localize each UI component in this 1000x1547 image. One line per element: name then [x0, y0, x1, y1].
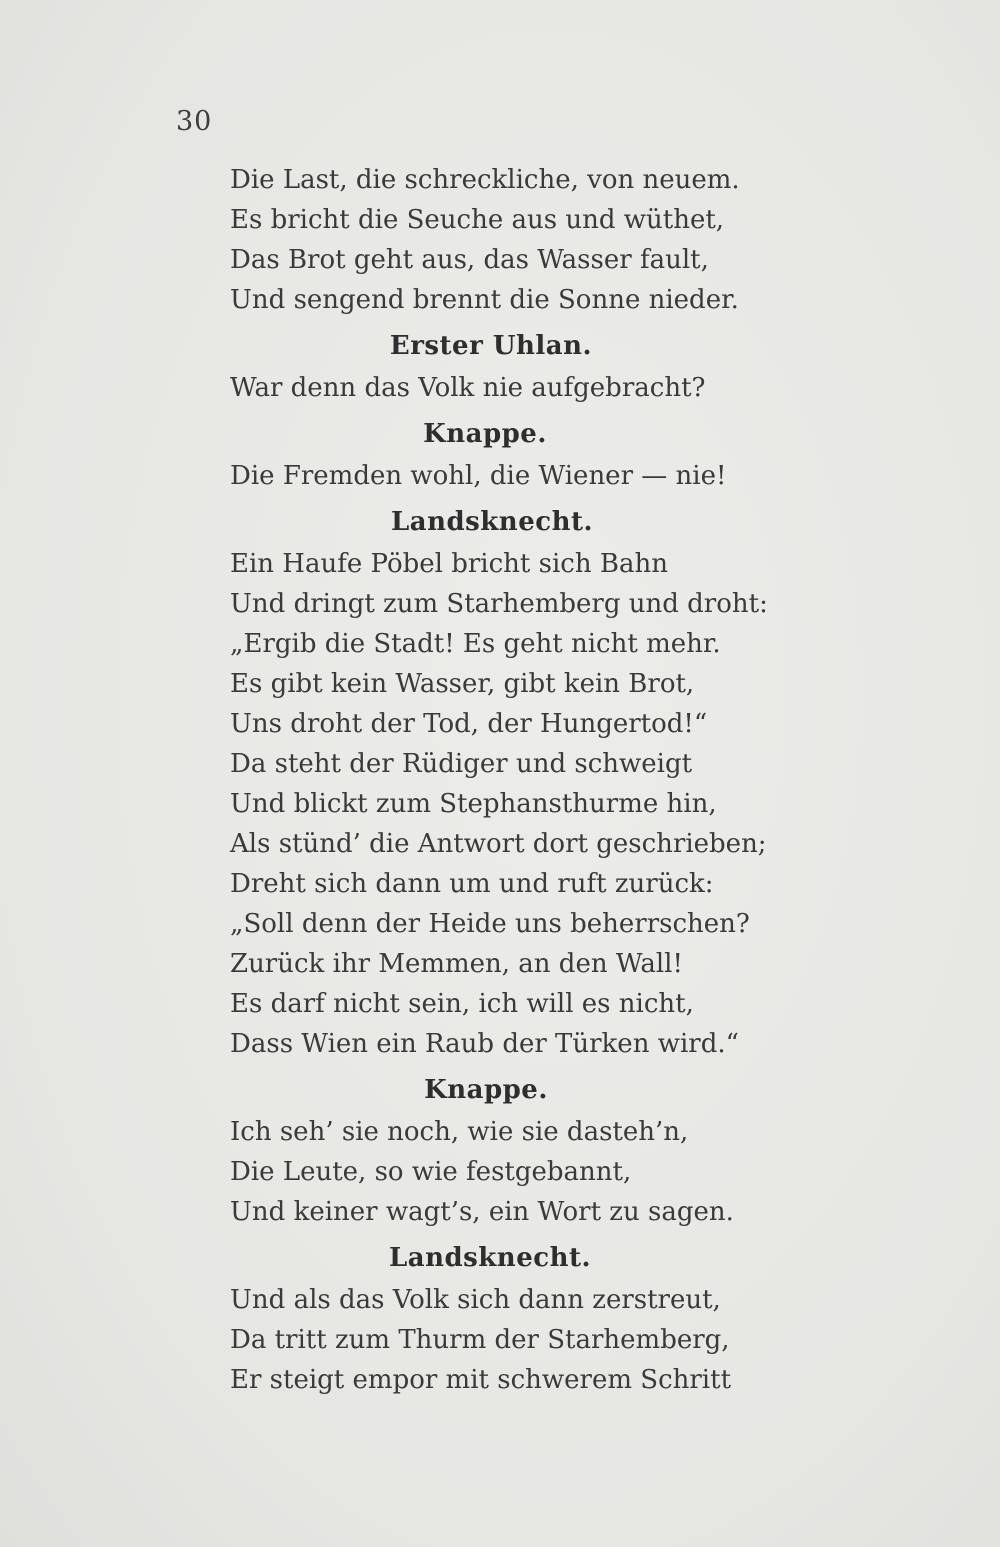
verse-line: Und keiner wagt’s, ein Wort zu sagen.	[230, 1197, 734, 1227]
verse-line: War denn das Volk nie aufgebracht?	[230, 373, 706, 403]
verse-line: Da tritt zum Thurm der Starhemberg,	[230, 1325, 730, 1355]
verse-text	[230, 160, 768, 1400]
speaker-heading: Knappe.	[424, 1075, 548, 1105]
speaker-heading: Landsknecht.	[390, 507, 594, 537]
verse-line: „Soll denn der Heide uns beherrschen?	[230, 909, 750, 939]
speaker-heading: Knappe.	[423, 419, 547, 449]
verse-line: Und sengend brennt die Sonne nieder.	[230, 285, 739, 315]
verse-line: Und blickt zum Stephansthurme hin,	[230, 789, 717, 819]
verse-line: Die Leute, so wie festgebannt,	[230, 1157, 632, 1187]
verse-line: Dass Wien ein Raub der Türken wird.“	[230, 1029, 739, 1059]
verse-line: „Ergib die Stadt! Es geht nicht mehr.	[230, 629, 721, 659]
verse-line: Er steigt empor mit schwerem Schritt	[230, 1365, 732, 1395]
verse-line: Es bricht die Seuche aus und wüthet,	[230, 205, 725, 235]
verse-line: Dreht sich dann um und ruft zurück:	[230, 869, 714, 899]
speaker-heading: Erster Uhlan.	[389, 331, 593, 361]
verse-line: Es darf nicht sein, ich will es nicht,	[230, 989, 694, 1019]
verse-line: Uns droht der Tod, der Hungertod!“	[230, 709, 708, 739]
verse-line: Es gibt kein Wasser, gibt kein Brot,	[230, 669, 695, 699]
verse-line: Zurück ihr Memmen, an den Wall!	[230, 949, 683, 979]
verse-line: Die Fremden wohl, die Wiener — nie!	[230, 461, 727, 491]
verse-line: Das Brot geht aus, das Wasser fault,	[230, 245, 709, 275]
verse-line: Und als das Volk sich dann zerstreut,	[230, 1285, 721, 1315]
verse-line: Die Last, die schreckliche, von neuem.	[230, 165, 740, 195]
verse-line: Ein Haufe Pöbel bricht sich Bahn	[230, 549, 668, 579]
verse-line: Und dringt zum Starhemberg und droht:	[230, 589, 768, 619]
page-number: 30	[176, 106, 213, 137]
verse-line: Da steht der Rüdiger und schweigt	[230, 749, 693, 779]
speaker-heading: Landsknecht.	[388, 1243, 592, 1273]
verse-line: Als stünd’ die Antwort dort geschrieben;	[230, 829, 767, 859]
verse-line: Ich seh’ sie noch, wie sie dasteh’n,	[230, 1117, 689, 1147]
